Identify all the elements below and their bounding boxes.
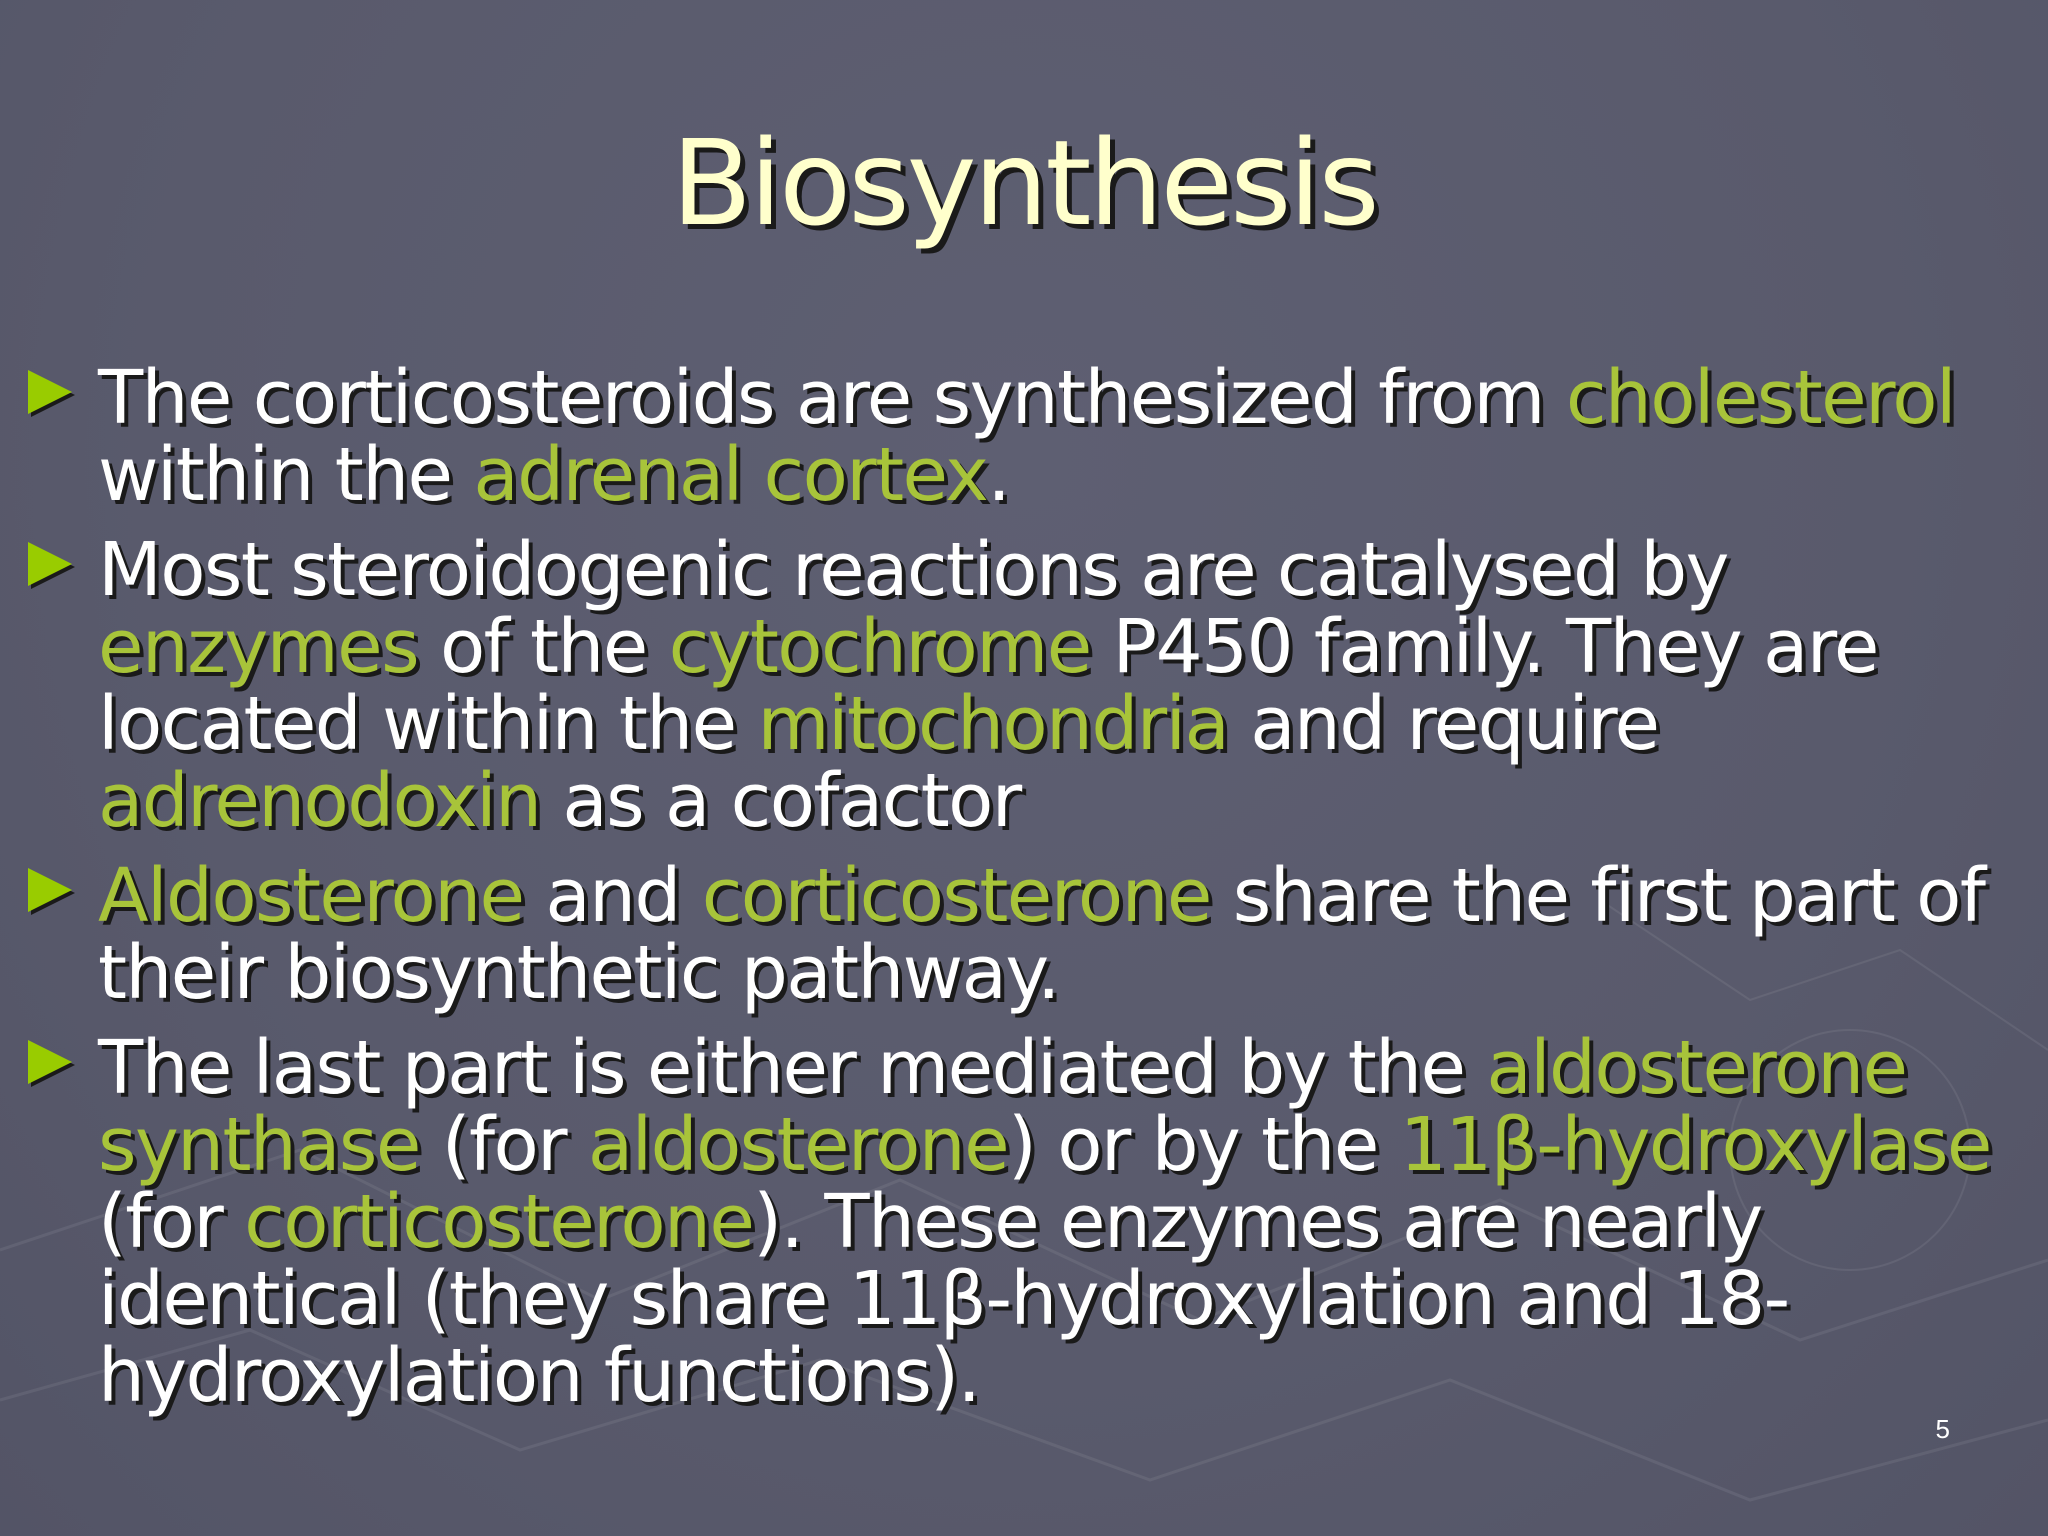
triangle-right-icon [28, 1040, 72, 1084]
highlight-run: aldosterone [587, 1102, 1009, 1188]
highlight-run: corticosterone [244, 1179, 754, 1265]
bullet-item [0, 853, 2048, 1016]
bullet-item [0, 1025, 2048, 1419]
page-number: 5 [1935, 1414, 1950, 1444]
bullet-item [0, 355, 2048, 518]
slide-title: Biosynthesis [671, 114, 1377, 252]
text-run: and [523, 853, 702, 939]
highlight-run: Aldosterone [98, 853, 524, 939]
text-run: Most steroidogenic reactions are catalysed by [98, 527, 1728, 613]
bullet-list [0, 355, 2048, 1433]
text-run: and require [1228, 681, 1659, 767]
highlight-run: aldosterone synthase [98, 1025, 1907, 1188]
text-run: as a cofactor [540, 758, 1021, 844]
triangle-right-icon [28, 542, 72, 586]
highlight-run: adrenodoxin [98, 758, 541, 844]
text-run: of the [418, 604, 669, 690]
text-run: share the first part of their biosynthetic pathway. [98, 853, 1985, 1016]
text-run: P450 family. They are located within the [98, 604, 1878, 767]
text-run: ) or by the [1008, 1102, 1400, 1188]
text-run: (for [98, 1179, 245, 1265]
text-run: ). These enzymes are nearly identical (they share 11β-hydroxylation and 18-hydroxylation functions). [98, 1179, 1789, 1419]
highlight-run: enzymes [98, 604, 419, 690]
highlight-run: 11β-hydroxylase [1399, 1102, 1991, 1188]
highlight-run: cytochrome [668, 604, 1091, 690]
highlight-run: mitochondria [757, 681, 1229, 767]
text-run: within the [98, 432, 474, 518]
text-run: (for [419, 1102, 588, 1188]
triangle-right-icon [28, 868, 72, 912]
highlight-run: corticosterone [701, 853, 1211, 939]
highlight-run: cholesterol [1565, 355, 1955, 441]
highlight-run: adrenal cortex [473, 432, 988, 518]
text-run: The last part is either mediated by the [98, 1025, 1487, 1111]
text-run: The corticosteroids are synthesized from [98, 355, 1566, 441]
text-run: . [987, 432, 1010, 518]
triangle-right-icon [28, 370, 72, 414]
bullet-item [0, 527, 2048, 844]
